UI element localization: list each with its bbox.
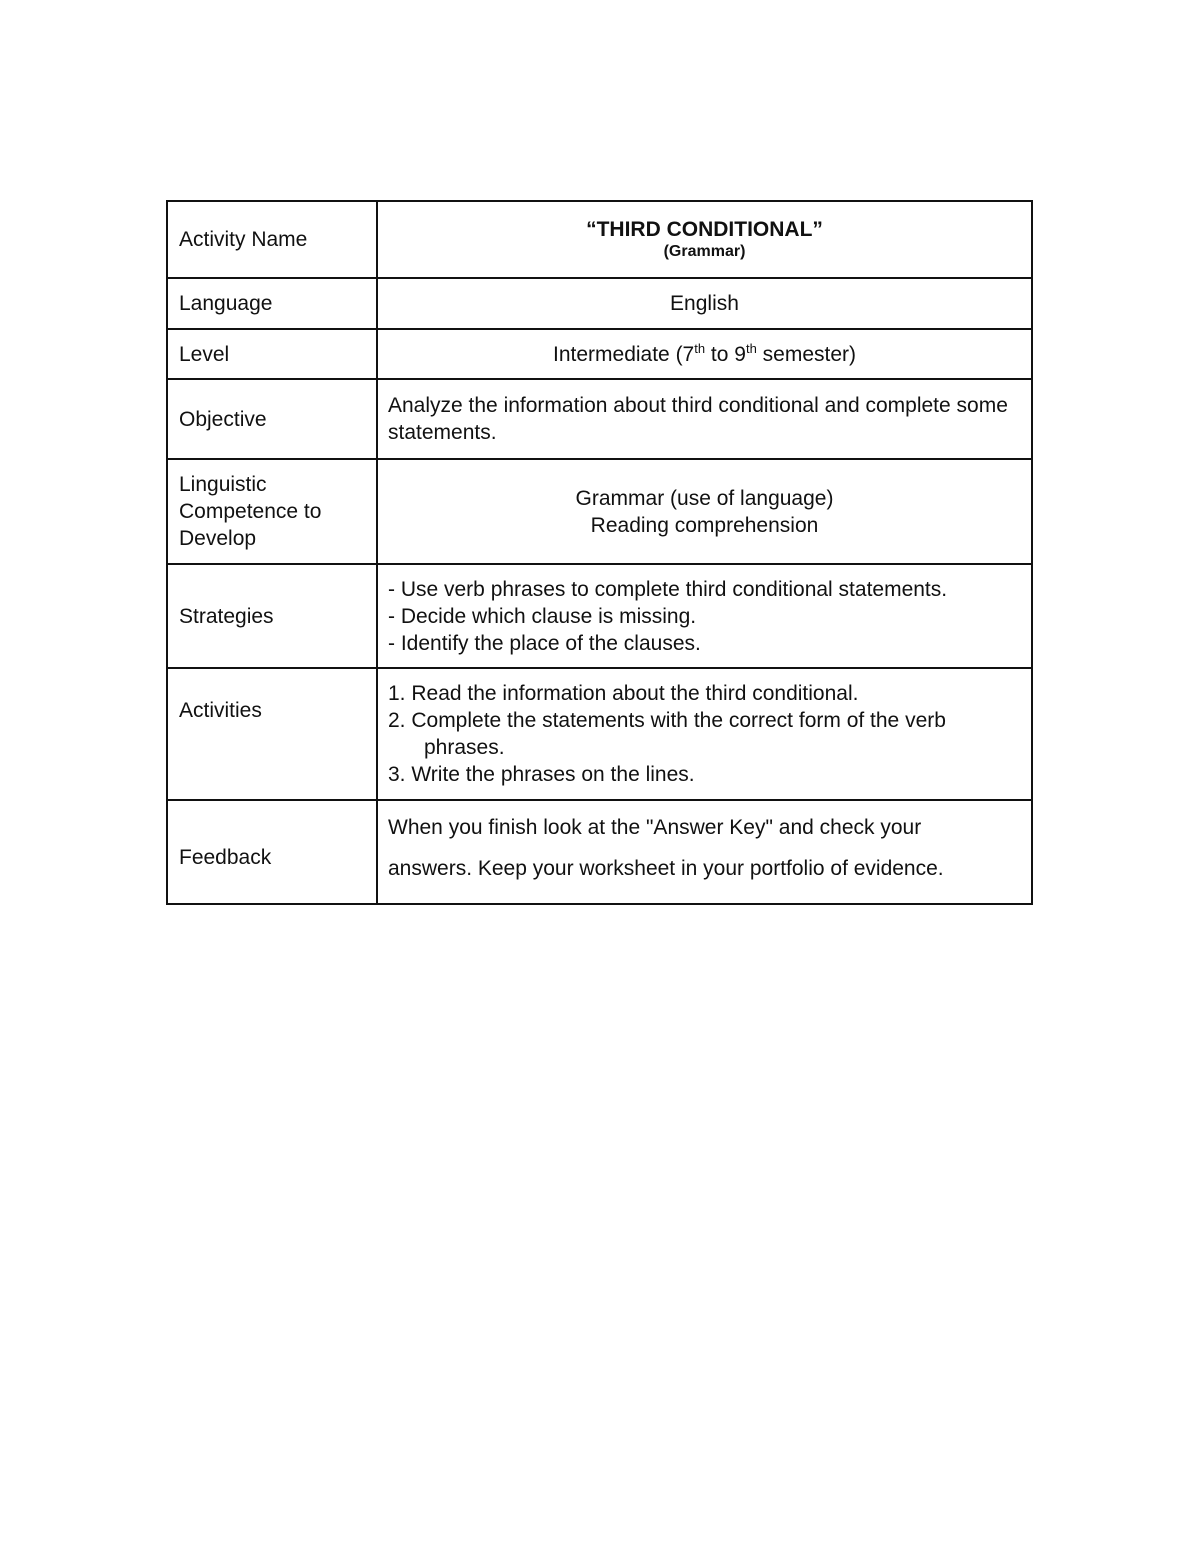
value-feedback: [377, 800, 1032, 904]
level-sup-2: th: [745, 340, 757, 356]
row-level: [167, 329, 1032, 379]
value-objective: Analyze the information about third conditional and complete some statements.: [377, 379, 1032, 459]
label-feedback: Feedback: [167, 800, 377, 904]
strategy-item: - Decide which clause is missing.: [388, 604, 697, 628]
label-linguistic-competence: Linguistic Competence to Develop: [167, 459, 377, 564]
label-level: Level: [167, 329, 377, 379]
feedback-line: When you finish look at the "Answer Key" and check your: [388, 816, 922, 839]
level-text-prefix: Intermediate (7: [553, 342, 695, 366]
activity-item: 2. Complete the statements with the correct form of the verb: [388, 709, 946, 732]
row-objective: [167, 379, 1032, 459]
level-text-suffix: semester): [756, 342, 856, 366]
row-activities: [167, 668, 1032, 800]
row-strategies: [167, 564, 1032, 668]
level-text-middle: to 9: [705, 342, 746, 366]
value-level: [377, 329, 1032, 379]
row-linguistic-competence: [167, 459, 1032, 564]
row-feedback: [167, 800, 1032, 904]
value-activities: [377, 668, 1032, 800]
feedback-line: answers. Keep your worksheet in your portfolio of evidence.: [388, 857, 944, 880]
strategy-item: - Identify the place of the clauses.: [388, 631, 701, 655]
activity-item: 3. Write the phrases on the lines.: [388, 763, 695, 786]
row-language: [167, 278, 1032, 329]
row-activity-name: [167, 201, 1032, 278]
label-activity-name: Activity Name: [167, 201, 377, 278]
competence-line: Grammar (use of language): [575, 486, 834, 510]
activity-info-table: [166, 200, 1033, 905]
value-strategies: [377, 564, 1032, 668]
value-linguistic-competence: [377, 459, 1032, 564]
label-language: Language: [167, 278, 377, 329]
label-activities: Activities: [167, 668, 377, 800]
activity-item-continuation: phrases.: [424, 736, 505, 759]
activity-subtitle: (Grammar): [663, 242, 746, 260]
value-activity-name: [377, 201, 1032, 278]
activity-item: 1. Read the information about the third conditional.: [388, 682, 859, 705]
activity-title: “THIRD CONDITIONAL”: [586, 217, 823, 241]
level-sup-1: th: [694, 340, 706, 356]
strategy-item: - Use verb phrases to complete third conditional statements.: [388, 577, 948, 601]
label-strategies: Strategies: [167, 564, 377, 668]
label-objective: Objective: [167, 379, 377, 459]
competence-line: Reading comprehension: [590, 513, 819, 537]
value-language: English: [377, 278, 1032, 329]
